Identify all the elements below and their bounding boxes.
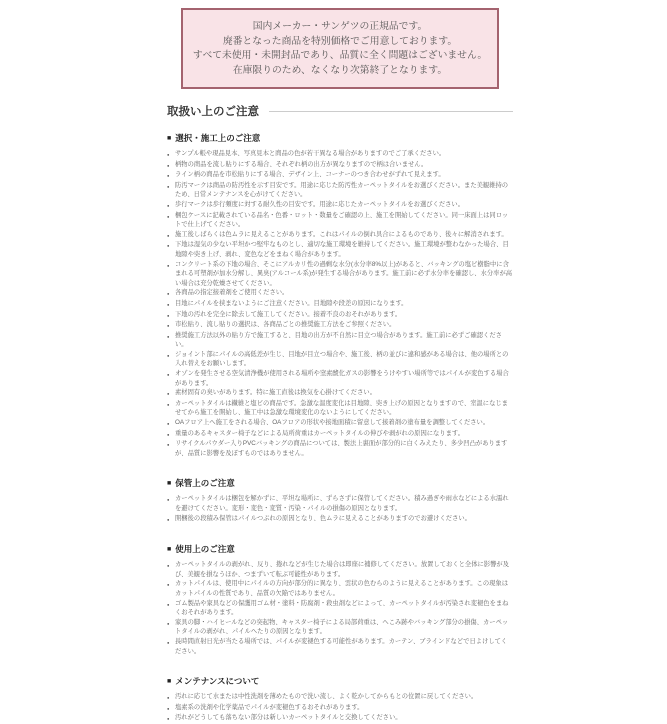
notice-item <box>167 637 513 656</box>
notice-text: カットパイルは、使用中にパイルの方向が部分的に異なり、雲状の色むらのように見えることがあります。この現象はカットパイルの性質であり、品質の欠陥ではありません。 <box>175 580 509 597</box>
notice-item <box>167 560 513 579</box>
bullet-icon: ● <box>167 243 170 249</box>
bullet-icon: ● <box>167 601 170 607</box>
notice-text: 柄物の商品を流し貼りにする場合、それぞれ柄の出方が異なりますので柄は合いません。 <box>175 160 428 168</box>
notice-list <box>167 560 513 656</box>
notice-text: オゾンを発生させる空気清浄機が使用される場所や窒素酸化ガスの影響をうけやすい場所等ではパイルが変色する場合があります。 <box>175 370 509 387</box>
notice-text: OAフロア上へ施工をされる場合、OAフロアの形状や接地面積に留意して接着剤の塗布量を調整してください。 <box>175 419 490 427</box>
section-heading-text: メンテナンスについて <box>175 676 260 687</box>
bullet-icon: ● <box>167 352 170 358</box>
section-heading-text: 選択・施工上のご注意 <box>175 133 261 143</box>
notice-text: 防汚マークは商品の防汚性を示す目安です。用途に応じた防汚性カーペットタイルをお選びください。また美観維持のため、日常メンテナンスを心がけてください。 <box>175 181 509 199</box>
notice-list <box>167 494 513 524</box>
notice-text: カーペットタイルは繊維と塩ビの商品です。急激な温度変化は目地隙、突き上げの原因となりますので、室温になじませてから施工を開始し、施工中は急激な環境変化のないようにしてください。 <box>175 399 508 417</box>
section-usage <box>167 543 513 656</box>
notice-item <box>167 514 513 525</box>
bullet-icon: ● <box>167 401 170 407</box>
notice-item <box>167 181 513 200</box>
notice-item <box>167 388 513 399</box>
square-bullet-icon: ■ <box>167 545 172 553</box>
bullet-icon: ● <box>167 173 170 179</box>
bullet-icon: ● <box>167 582 170 588</box>
square-bullet-icon: ■ <box>167 134 172 142</box>
notice-text: 推奨施工方法以外の貼り方で施工すると、目地の出方が不自然に目立つ場合があります。施工前に必ずご確認ください。 <box>175 331 502 349</box>
notice-item <box>167 369 513 388</box>
notice-item <box>167 618 513 637</box>
notice-item <box>167 170 513 181</box>
notice-item <box>167 160 513 171</box>
bullet-icon: ● <box>167 497 170 503</box>
notice-text: 重量のあるキャスター椅子などによる局所荷重はカーペットタイルの伸びや剥がれの原因になります。 <box>175 429 465 437</box>
bullet-icon: ● <box>167 232 170 238</box>
notice-text: カーペットタイルの剥がれ、反り、捲れなどが生じた場合は即座に補修してください。放置しておくと全体に影響が及び、美観を損なうほか、つまずいて転ぶ可能性があります。 <box>175 561 509 578</box>
section-heading <box>167 543 513 555</box>
page-title: 取扱い上のご注意 <box>167 106 259 118</box>
bullet-icon: ● <box>167 183 170 189</box>
notice-item <box>167 713 513 724</box>
notice-item <box>167 149 513 160</box>
section-heading <box>167 477 513 489</box>
notice-text: 汚れがどうしても落ちない部分は新しいカーペットタイルと交換してください。 <box>175 714 402 722</box>
bullet-icon: ● <box>167 152 170 157</box>
notice-text: ゴム製品や家具などの保護用ゴム材・塗料・防腐剤・殺虫剤などによって、カーペットタイルが汚染され変褪色をまねくおそれがあります。 <box>175 599 509 617</box>
notice-text: 下地の汚れを完全に除去して施工してください。接着不良のおそれがあります。 <box>175 310 402 318</box>
square-bullet-icon: ■ <box>167 479 172 487</box>
notice-list <box>167 692 513 724</box>
notice-line: 在庫限りのため、なくなり次第終了となります。 <box>232 64 448 76</box>
notice-line: すべて未使用・未開封品であり、品質に全く問題はございません。 <box>192 50 488 61</box>
bullet-icon: ● <box>167 695 170 701</box>
section-maintenance <box>167 675 513 724</box>
section-heading-text: 使用上のご注意 <box>175 544 235 555</box>
notice-item <box>167 439 513 458</box>
bullet-icon: ● <box>167 716 170 722</box>
notice-item <box>167 211 513 230</box>
bullet-icon: ● <box>167 421 170 427</box>
notice-item <box>167 599 513 618</box>
notice-text: リサイクルパウダー入りPVCバッキングの商品については、製法上裏面が部分的に白くみえたり、多少凹凸がありますが、品質に影響を及ぼすものではありません。 <box>175 440 508 457</box>
notice-item <box>167 418 513 429</box>
notice-text: 目地にパイルを挟まないようにご注意ください。目地隙や段差の原因になります。 <box>175 299 408 307</box>
notice-item <box>167 399 513 418</box>
notice-text: ライン柄の商品を市松貼りにする場合、デザイン上、コーナーのつき合わせがずれて見えます。 <box>175 171 445 179</box>
notice-line: 国内メーカー・サンゲツの正規品です。 <box>252 21 428 32</box>
page-title-row <box>167 103 513 119</box>
bullet-icon: ● <box>167 202 170 208</box>
bullet-icon: ● <box>167 372 170 378</box>
section-storage <box>167 477 513 524</box>
notice-text: カーペットタイルは梱包を解かずに、平坦な場所に、ずらさずに保管してください。積み過ぎや雨水などによる水濡れを避けてください。変形・変色・変質・汚染・パイルの損傷の原因となります。 <box>175 495 509 512</box>
product-notes-panel <box>167 0 513 724</box>
bullet-icon: ● <box>167 391 170 397</box>
bullet-icon: ● <box>167 639 170 645</box>
bullet-icon: ● <box>167 323 170 329</box>
bullet-icon: ● <box>167 516 170 522</box>
notice-item <box>167 200 513 211</box>
bullet-icon: ● <box>167 213 170 219</box>
notice-item <box>167 692 513 703</box>
notice-text: 素材固有の臭いがあります。特に施工直後は換気を心掛けてください。 <box>175 389 376 397</box>
notice-text: 市松貼り、流し貼りの選択は、各商品ごとの推奨施工方法をご参照ください。 <box>175 321 396 329</box>
bullet-icon: ● <box>167 333 170 339</box>
notice-text: コンクリート系の下地の場合、そこにアルカリ性の過剰な水分(水分率8%以上)があると、バッキングの塩ビ樹脂中に含まれる可塑剤が加水分解し、異臭(アルコール系)が発生する場合があります。施工前に必ず水分率を確認し、水分率が高い場合は充分乾燥させてください。 <box>175 260 513 287</box>
notice-text: 家具の脚・ハイヒールなどの突起物、キャスター椅子による局部荷重は、へこみ跡やバッキング部分の損傷、カーペットタイルの剥がれ、パイルへたりの原因となります。 <box>175 618 509 636</box>
section-selection-installation <box>167 132 513 458</box>
notice-text: 下地は湿気の少ない平坦かつ堅牢なものとし、適切な施工環境を維持してください。施工環境が整わなかった場合、目地隙や突き上げ、剥れ、変色などをまねく場合があります。 <box>175 241 509 258</box>
notice-list <box>167 149 513 458</box>
square-bullet-icon: ■ <box>167 677 172 685</box>
notice-item <box>167 703 513 714</box>
bullet-icon: ● <box>167 301 170 307</box>
bullet-icon: ● <box>167 262 170 268</box>
notice-item <box>167 230 513 241</box>
section-heading-text: 保管上のご注意 <box>175 478 235 489</box>
notice-text: 各商品の指定接着剤をご使用ください。 <box>175 289 289 297</box>
notice-text: 施工後しばらくは色ムラに見えることがあります。これはパイルの倒れ具合によるものであり、後々に解消されます。 <box>175 230 508 238</box>
notice-text: サンプル帳や現品見本、写真見本と商品の色が若干異なる場合がありますのでご了承ください。 <box>175 150 446 157</box>
notice-text: 梱包ケースに記載されている品名・色番・ロット・数量をご確認の上、施工を開始してください。同一床面上は同ロットで仕上げてください。 <box>175 211 509 229</box>
notice-item <box>167 429 513 440</box>
section-heading <box>167 675 513 687</box>
bullet-icon: ● <box>167 620 170 626</box>
notice-item <box>167 320 513 331</box>
notice-text: 歩行マークは歩行頻度に対する耐久性の目安です。用途に応じたカーペットタイルをお選びください。 <box>175 200 465 208</box>
bullet-icon: ● <box>167 312 170 318</box>
title-divider-line <box>269 111 513 112</box>
notice-item <box>167 350 513 369</box>
notice-item <box>167 299 513 310</box>
notice-line: 廃番となった商品を特別価格でご用意しております。 <box>222 35 458 47</box>
notice-item <box>167 310 513 321</box>
bullet-icon: ● <box>167 442 170 448</box>
notice-text: 塩素系の洗剤や化学薬品でパイルが変褪色するおそれがあります。 <box>175 703 364 711</box>
bullet-icon: ● <box>167 563 170 569</box>
notice-text: ジョイント部にパイルの高低差が生じ、目地が目立つ場合や、施工後、柄の並びに違和感がある場合は、他の場所との入れ替えをお願いします。 <box>175 350 509 368</box>
notice-text: 長時間直射日光が当たる場所では、パイルが変褪色する可能性があります。カーテン、ブラインドなどで日よけしてください。 <box>175 637 508 655</box>
notice-item <box>167 579 513 598</box>
section-heading <box>167 132 513 144</box>
bullet-icon: ● <box>167 291 170 297</box>
authenticity-notice-box <box>181 8 499 89</box>
notice-item <box>167 331 513 350</box>
notice-text: 開梱後の段積み保管はパイルつぶれの原因となり、色ムラに見えることがありますのでお避けください。 <box>175 514 471 522</box>
notice-item <box>167 260 513 289</box>
bullet-icon: ● <box>167 705 170 711</box>
notice-item <box>167 494 513 513</box>
notice-item <box>167 288 513 299</box>
notice-item <box>167 240 513 259</box>
bullet-icon: ● <box>167 431 170 437</box>
notice-text: 汚れに応じて水または中性洗剤を薄めたもので洗い流し、よく乾かしてからもとの位置に戻してください。 <box>175 693 478 701</box>
bullet-icon: ● <box>167 162 170 168</box>
